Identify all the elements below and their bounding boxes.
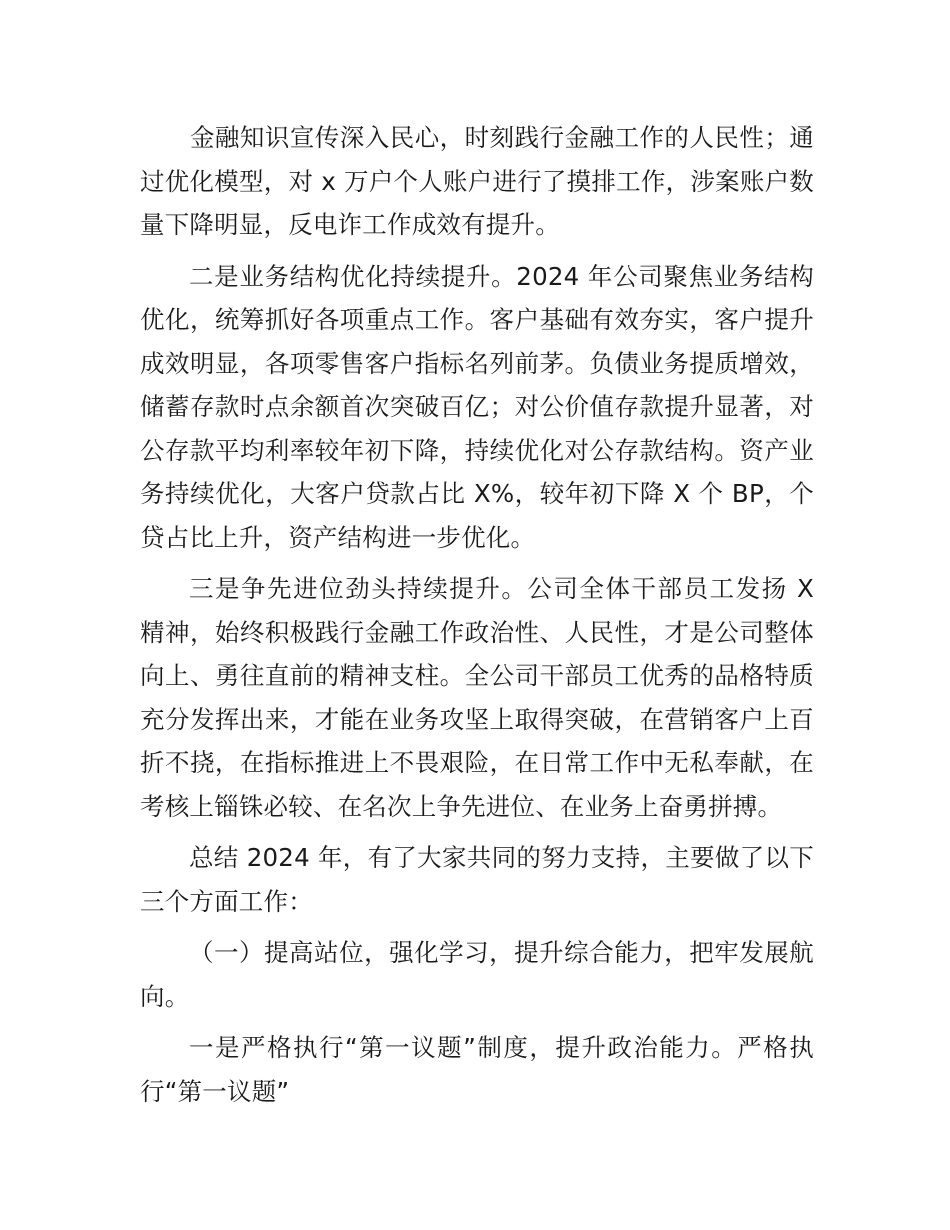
paragraph-business-structure: 二是业务结构优化持续提升。2024 年公司聚焦业务结构优化，统筹抓好各项重点工作。客户基础有效夯实，客户提升成效明显，各项零售客户指标名列前茅。负债业务提质增效，储蓄存款时点余额首次突破百亿；对公价值存款提升显著，对公存款平均利率较年初下降，持续优化对公存款结构。资产业务持续优化，大客户贷款占比 X%，较年初下降 X 个 BP，个贷占比上升，资产结构进一步优化。	[140, 261, 814, 552]
paragraph-financial-education: 金融知识宣传深入民心，时刻践行金融工作的人民性；通过优化模型，对 x 万户个人账户进行了摸排工作，涉案账户数量下降明显，反电诈工作成效有提升。	[140, 123, 814, 239]
paragraph-first-agenda: 一是严格执行“第一议题”制度，提升政治能力。严格执行“第一议题”	[140, 1033, 814, 1106]
paragraph-summary-2024: 总结 2024 年，有了大家共同的努力支持，主要做了以下三个方面工作：	[140, 843, 814, 916]
paragraph-competitive-drive: 三是争先进位劲头持续提升。公司全体干部员工发扬 X 精神，始终积极践行金融工作政治性、人民性，才是公司整体向上、勇往直前的精神支柱。全公司干部员工优秀的品格特质充分发挥出来，才能在业务攻坚上取得突破，在营销客户上百折不挠，在指标推进上不畏艰险，在日常工作中无私奉献，在考核上锱铢必较、在名次上争先进位、在业务上奋勇拼搏。	[140, 574, 814, 821]
section-heading-one: （一）提高站位，强化学习，提升综合能力，把牢发展航向。	[140, 938, 814, 1011]
document-body	[140, 116, 814, 1121]
